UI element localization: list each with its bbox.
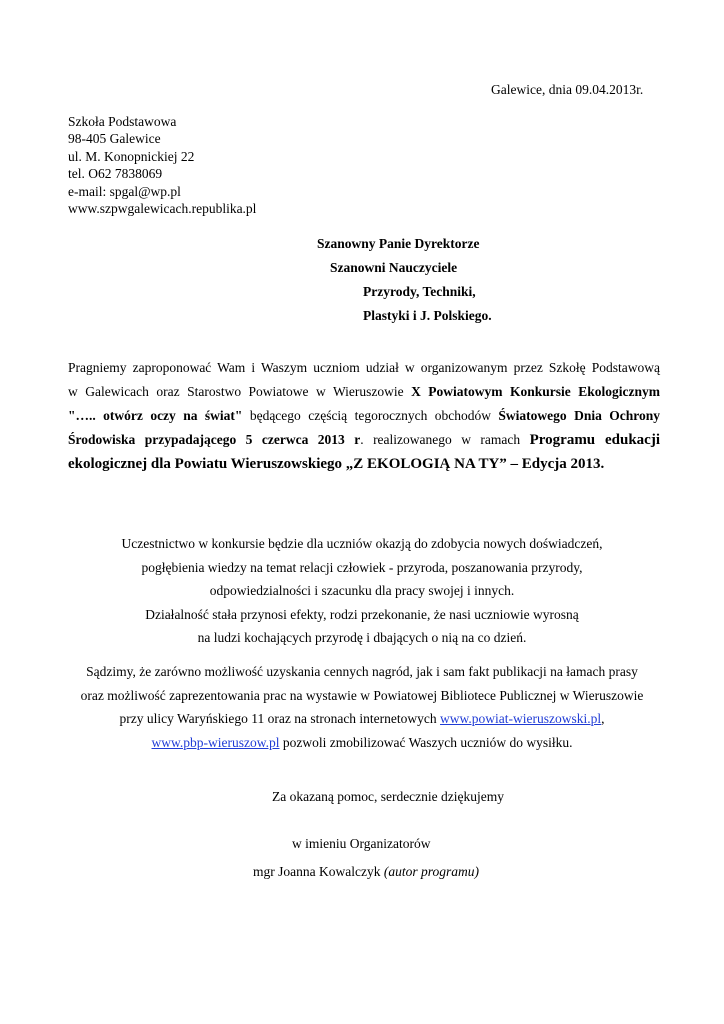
signature-role: (autor programu): [383, 864, 479, 879]
letter-date: Galewice, dnia 09.04.2013r.: [491, 82, 644, 97]
paragraph-line: pogłębienia wiedzy na temat relacji człowiek - przyroda, poszanowania przyrody,: [141, 559, 583, 575]
contest-motto: "….. otwórz oczy na świat": [68, 408, 243, 423]
event-name: Światowego Dnia Ochrony: [498, 408, 661, 423]
sender-phone: tel. O62 7838069: [68, 166, 163, 182]
organizers-line: w imieniu Organizatorów: [292, 836, 431, 851]
paragraph-line: Działalność stała przynosi efekty, rodzi przekonanie, że nasi uczniowie wyrosną: [145, 606, 579, 622]
paragraph-text: przy ulicy Waryńskiego 11 oraz na stronach internetowych: [119, 711, 441, 726]
intro-paragraph: [68, 356, 660, 476]
signature: [253, 864, 479, 880]
powiat-website-link[interactable]: www.powiat-wieruszowski.pl: [440, 711, 602, 726]
sender-email: e-mail: spgal@wp.pl: [68, 183, 181, 199]
sender-postal: 98-405 Galewice: [68, 131, 161, 147]
paragraph-line: [0, 707, 724, 731]
intro-line: [68, 404, 660, 428]
paragraph-text: pozwoli zmobilizować Waszych uczniów do wysiłku.: [279, 734, 573, 750]
paragraph-line: na ludzi kochających przyrodę i dbających o nią na co dzień.: [197, 630, 527, 645]
intro-text: w Galewicach oraz Starostwo Powiatowe w Wieruszowie: [68, 384, 412, 399]
paragraph-text: ,: [601, 711, 605, 726]
participation-paragraph: [0, 532, 724, 650]
program-name: Programu edukacji: [529, 432, 660, 448]
addressee-line: Przyrody, Techniki,: [363, 284, 476, 299]
event-name-cont: Środowiska przypadającego 5 czerwca 2013 r: [68, 432, 361, 447]
addressee-line: Plastyki i J. Polskiego.: [363, 308, 492, 323]
intro-line: [68, 380, 660, 404]
signature-name: mgr Joanna Kowalczyk: [253, 864, 384, 879]
intro-text: będącego częścią tegorocznych obchodów: [242, 408, 499, 423]
intro-line: [68, 428, 660, 452]
closing-thanks: Za okazaną pomoc, serdecznie dziękujemy: [272, 789, 505, 804]
paragraph-line: [0, 731, 724, 755]
paragraph-line: oraz możliwość zaprezentowania prac na wystawie w Powiatowej Bibliotece Publicznej w Wieruszowie: [80, 687, 644, 703]
program-name-cont: ekologicznej dla Powiatu Wieruszowskiego „Z EKOLOGIĄ NA TY” – Edycja 2013.: [68, 456, 605, 472]
intro-line: Pragniemy zaproponować Wam i Waszym uczniom udział w organizowanym przez Szkołę Podstawową: [68, 360, 660, 375]
sender-website: www.szpwgalewicach.republika.pl: [68, 201, 257, 217]
addressee-line: Szanowni Nauczyciele: [330, 260, 458, 275]
paragraph-line: odpowiedzialności i szacunku dla pracy swojej i innych.: [209, 583, 515, 598]
sender-name: Szkoła Podstawowa: [68, 114, 177, 129]
paragraph-line: Uczestnictwo w konkursie będzie dla uczniów okazją do zdobycia nowych doświadczeń,: [121, 536, 603, 551]
paragraph-line: Sądzimy, że zarówno możliwość uzyskania cennych nagród, jak i sam fakt publikacji na łamach prasy: [86, 664, 638, 679]
prizes-paragraph: [0, 660, 724, 754]
contest-name: X Powiatowym Konkursie Ekologicznym: [411, 384, 660, 399]
sender-street: ul. M. Konopnickiej 22: [68, 148, 195, 164]
intro-line: [68, 452, 660, 476]
library-website-link[interactable]: www.pbp-wieruszow.pl: [151, 734, 280, 750]
addressee-line: Szanowny Panie Dyrektorze: [317, 236, 480, 251]
sender-block: [68, 113, 256, 217]
intro-text: . realizowanego w ramach: [360, 432, 530, 447]
